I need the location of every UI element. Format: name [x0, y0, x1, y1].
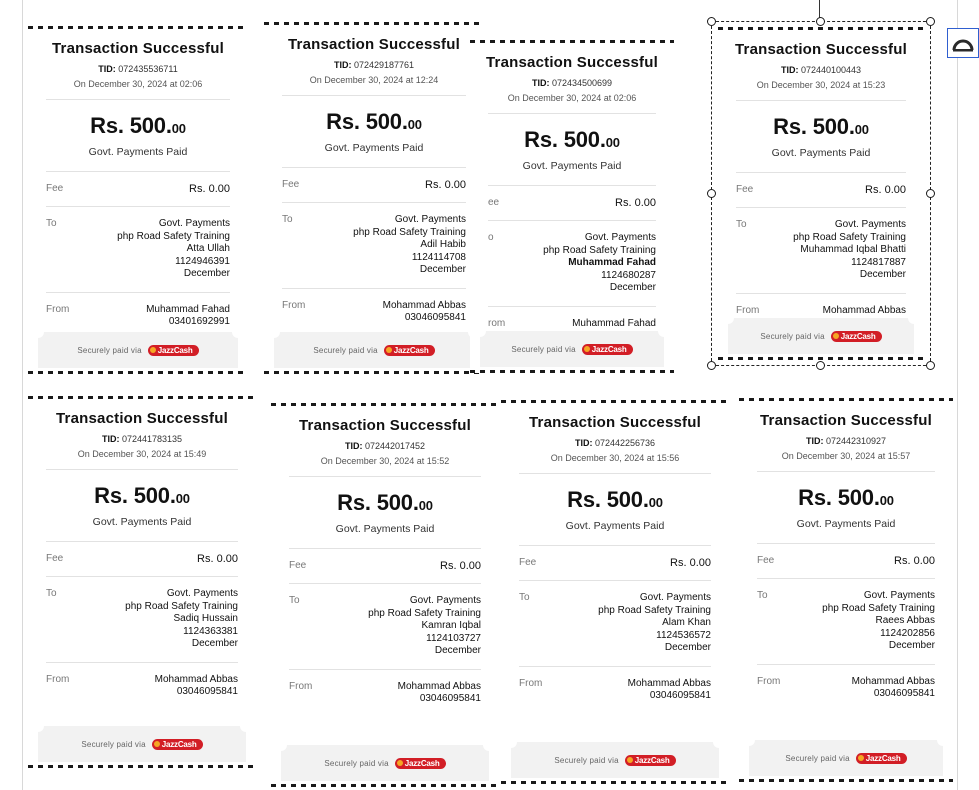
- receipt-amount-cents: 00: [854, 122, 869, 137]
- receipt-footer: [728, 318, 914, 354]
- receipt-tid-value: 072434500699: [551, 78, 613, 88]
- receipt-card[interactable]: [718, 27, 924, 360]
- receipt-fee-row: [486, 186, 658, 220]
- receipt-footer: [38, 332, 238, 368]
- receipt-to-label: To: [736, 219, 747, 230]
- receipt-to-line: Atta Ullah: [186, 243, 230, 254]
- receipt-to-line: php Road Safety Training: [353, 226, 466, 238]
- receipt-tid-label: TID:: [344, 441, 363, 451]
- receipt-date: On December 30, 2024 at 15:56: [550, 453, 680, 463]
- footer-notch-right: [937, 734, 949, 746]
- receipt-fee-value: Rs. 0.00: [440, 560, 481, 572]
- receipt-to-line: Govt. Payments: [394, 214, 466, 225]
- receipt-to-line: December: [664, 642, 711, 653]
- secure-text: Securely paid via: [77, 345, 142, 355]
- footer-notch-left: [474, 325, 486, 337]
- receipt-from-line: 03046095841: [873, 688, 935, 699]
- page-margin-right: [957, 0, 958, 790]
- receipt-from-row: [280, 289, 468, 336]
- receipt-top-edge: [28, 26, 248, 29]
- selection-handle-n[interactable]: [816, 17, 825, 26]
- receipt-to-label: To: [289, 595, 300, 606]
- footer-notch-left: [722, 312, 734, 324]
- receipt-from-label: From: [289, 680, 313, 692]
- receipt-from-line: Mohammad Abbas: [154, 673, 238, 685]
- receipt-amount-main: Rs. 500.: [773, 114, 855, 139]
- receipt-card[interactable]: [264, 22, 484, 374]
- receipt-amount-main: Rs. 500.: [94, 483, 176, 508]
- divider: [46, 99, 230, 100]
- receipt-fee-value: Rs. 0.00: [670, 557, 711, 569]
- receipt-to-line: 1124114708: [411, 251, 466, 263]
- receipt-tid-label: TID:: [333, 60, 352, 70]
- jazzcash-logo: JazzCash: [831, 331, 882, 342]
- receipt-bottom-edge: [718, 357, 924, 360]
- receipt-to-row: [44, 207, 232, 292]
- divider: [736, 100, 906, 101]
- receipt-to-line: Govt. Payments: [834, 219, 906, 230]
- receipt-to-line: Muhammad Fahad: [568, 257, 656, 268]
- receipt-fee-label: Fee: [519, 557, 537, 568]
- footer-notch-left: [743, 734, 755, 746]
- receipt-amount-main: Rs. 500.: [798, 485, 880, 510]
- receipt-tid: [734, 65, 908, 75]
- receipt-to-value: [117, 218, 230, 281]
- receipt-to-value: [598, 592, 711, 655]
- receipt-from-row: [755, 665, 937, 712]
- receipt-card[interactable]: [271, 403, 499, 787]
- receipt-from-label: From: [519, 677, 543, 689]
- receipt-to-line: Raees Abbas: [875, 615, 935, 626]
- receipt-title: Transaction Successful: [760, 412, 932, 429]
- receipt-fee-label: ee: [488, 197, 500, 208]
- receipt-to-line: Muhammad Iqbal Bhatti: [800, 244, 906, 255]
- receipt-top-edge: [739, 398, 953, 401]
- receipt-amount: [755, 485, 937, 511]
- receipt-from-value: [155, 674, 238, 699]
- receipt-to-label: o: [488, 232, 494, 243]
- footer-notch-left: [268, 326, 280, 338]
- receipt-tid: [486, 78, 658, 88]
- receipt-footer: [480, 331, 664, 367]
- receipt-to-line: December: [419, 264, 466, 275]
- receipt-fee-label: Fee: [757, 555, 775, 566]
- receipt-tid: [755, 436, 937, 446]
- footer-notch-left: [275, 739, 287, 751]
- receipt-to-label: To: [519, 592, 530, 603]
- receipt-bottom-edge: [271, 784, 499, 787]
- receipt-date: On December 30, 2024 at 12:24: [309, 75, 439, 85]
- receipt-from-line: Muhammad Fahad: [146, 303, 230, 315]
- receipt-purpose: Govt. Payments Paid: [324, 142, 424, 154]
- receipt-to-line: 1124536572: [656, 629, 711, 641]
- receipt-from-value: [628, 678, 711, 703]
- receipt-title: Transaction Successful: [299, 417, 471, 434]
- receipt-to-line: Govt. Payments: [863, 590, 935, 601]
- receipt-to-line: Govt. Payments: [166, 588, 238, 599]
- receipt-purpose: Govt. Payments Paid: [565, 520, 665, 532]
- receipt-footer: [281, 745, 489, 781]
- receipt-from-label: From: [46, 673, 70, 685]
- receipt-date: On December 30, 2024 at 02:06: [507, 93, 637, 103]
- receipt-card[interactable]: [28, 396, 256, 768]
- receipt-fee-row: [734, 173, 908, 207]
- receipt-to-line: php Road Safety Training: [543, 244, 656, 256]
- receipt-amount-main: Rs. 500.: [337, 490, 419, 515]
- divider: [46, 469, 238, 470]
- receipt-date: On December 30, 2024 at 15:49: [77, 449, 207, 459]
- receipt-bottom-edge: [470, 370, 674, 373]
- receipt-amount-cents: 00: [171, 121, 186, 136]
- jazzcash-logo: JazzCash: [625, 755, 676, 766]
- selection-handle-w[interactable]: [707, 189, 716, 198]
- receipt-fee-value: Rs. 0.00: [425, 179, 466, 191]
- receipt-fee-row: [755, 544, 937, 578]
- receipt-from-line: Mohammad Abbas: [627, 677, 711, 689]
- receipt-purpose: Govt. Payments Paid: [522, 160, 622, 172]
- receipt-purpose: Govt. Payments Paid: [771, 147, 871, 159]
- receipt-to-line: 1124946391: [175, 255, 230, 267]
- receipt-to-line: Kamran Iqbal: [421, 620, 481, 631]
- receipt-fee-label: Fee: [289, 560, 307, 571]
- jazzcash-logo: JazzCash: [152, 739, 203, 750]
- footer-notch-right: [658, 325, 670, 337]
- receipt-from-line: Mohammad Abbas: [851, 675, 935, 687]
- receipt-tid: [517, 438, 713, 448]
- divider: [289, 476, 481, 477]
- receipt-fee-value: Rs. 0.00: [197, 553, 238, 565]
- receipt-fee-row: [44, 542, 240, 576]
- receipt-amount-main: Rs. 500.: [524, 127, 606, 152]
- footer-notch-right: [483, 739, 495, 751]
- receipt-from-row: [287, 670, 483, 717]
- receipt-to-line: December: [609, 282, 656, 293]
- receipt-bottom-edge: [501, 781, 729, 784]
- selection-handle-nw[interactable]: [707, 17, 716, 26]
- receipt-to-row: [44, 577, 240, 662]
- receipt-fee-label: Fee: [736, 184, 754, 195]
- receipt-from-label: From: [282, 299, 306, 311]
- receipt-from-line: Mohammad Abbas: [382, 299, 466, 311]
- receipt-amount-cents: 00: [175, 491, 190, 506]
- receipt-from-line: Mohammad Abbas: [397, 680, 481, 692]
- receipt-amount: [517, 487, 713, 513]
- receipt-to-line: 1124202856: [880, 627, 935, 639]
- divider: [519, 473, 711, 474]
- footer-notch-right: [232, 326, 244, 338]
- receipt-to-line: Adil Habib: [420, 239, 466, 250]
- receipt-card[interactable]: [501, 400, 729, 784]
- receipt-amount-cents: 00: [648, 495, 663, 510]
- footer-notch-left: [505, 736, 517, 748]
- footer-notch-right: [713, 736, 725, 748]
- receipt-purpose: Govt. Payments Paid: [335, 523, 435, 535]
- receipt-tid: [44, 64, 232, 74]
- jazzcash-logo: JazzCash: [582, 344, 633, 355]
- receipt-to-value: [353, 214, 466, 277]
- receipt-top-edge: [718, 27, 924, 30]
- receipt-from-line: 03046095841: [419, 693, 481, 704]
- receipt-to-row: [734, 208, 908, 293]
- receipt-tid: [280, 60, 468, 70]
- receipt-to-row: [755, 579, 937, 664]
- receipt-amount-cents: 00: [605, 135, 620, 150]
- selection-handle-sw[interactable]: [707, 361, 716, 370]
- receipt-from-label: rom: [488, 317, 506, 329]
- receipt-to-label: To: [282, 214, 293, 225]
- receipt-to-line: Govt. Payments: [409, 595, 481, 606]
- receipt-to-line: Govt. Payments: [639, 592, 711, 603]
- receipt-to-line: Sadiq Hussain: [173, 613, 238, 624]
- secure-text: Securely paid via: [81, 739, 146, 749]
- receipt-to-value: [125, 588, 238, 651]
- secure-text: Securely paid via: [511, 344, 576, 354]
- receipt-from-value: [383, 300, 466, 325]
- receipt-from-value: [398, 681, 481, 706]
- receipt-from-label: From: [46, 303, 70, 315]
- receipt-date: On December 30, 2024 at 15:23: [756, 80, 886, 90]
- receipt-to-line: December: [183, 268, 230, 279]
- receipt-purpose: Govt. Payments Paid: [796, 518, 896, 530]
- receipt-amount-cents: 00: [407, 117, 422, 132]
- receipt-from-label: From: [736, 304, 760, 316]
- receipt-from-row: [517, 667, 713, 714]
- receipt-tid-label: TID:: [101, 434, 120, 444]
- receipt-to-row: [486, 221, 658, 306]
- receipt-top-edge: [28, 396, 256, 399]
- receipt-purpose: Govt. Payments Paid: [88, 146, 188, 158]
- receipt-tid-value: 072442310927: [825, 436, 887, 446]
- receipt-to-value: [543, 232, 656, 295]
- receipt-footer: [274, 332, 474, 368]
- receipt-amount: [44, 483, 240, 509]
- receipt-from-line: 03046095841: [649, 690, 711, 701]
- receipt-to-line: December: [434, 645, 481, 656]
- receipt-amount-main: Rs. 500.: [90, 113, 172, 138]
- receipt-to-line: Govt. Payments: [158, 218, 230, 229]
- receipt-fee-value: Rs. 0.00: [615, 197, 656, 209]
- receipt-from-line: Muhammad Fahad: [572, 317, 656, 329]
- receipt-top-edge: [470, 40, 674, 43]
- receipt-fee-row: [517, 546, 713, 580]
- divider: [488, 113, 656, 114]
- receipt-fee-value: Rs. 0.00: [189, 183, 230, 195]
- receipt-purpose: Govt. Payments Paid: [92, 516, 192, 528]
- receipt-to-line: php Road Safety Training: [125, 600, 238, 612]
- receipt-to-value: [822, 590, 935, 653]
- receipt-fee-row: [44, 172, 232, 206]
- receipt-tid-value: 072440100443: [800, 65, 862, 75]
- receipt-tid-value: 072442256736: [594, 438, 656, 448]
- receipt-to-line: 1124103727: [426, 632, 481, 644]
- receipt-amount: [734, 114, 908, 140]
- footer-notch-left: [32, 720, 44, 732]
- receipt-amount-cents: 00: [879, 493, 894, 508]
- divider: [757, 471, 935, 472]
- receipt-from-line: 03046095841: [404, 312, 466, 323]
- receipt-top-edge: [271, 403, 499, 406]
- receipt-title: Transaction Successful: [288, 36, 460, 53]
- jazzcash-logo: JazzCash: [148, 345, 199, 356]
- receipt-to-line: December: [191, 638, 238, 649]
- jazzcash-logo: JazzCash: [856, 753, 907, 764]
- receipt-fee-row: [280, 168, 468, 202]
- receipt-date: On December 30, 2024 at 15:57: [781, 451, 911, 461]
- secure-text: Securely paid via: [554, 755, 619, 765]
- receipt-tid-label: TID:: [98, 64, 116, 74]
- receipt-amount: [280, 109, 468, 135]
- receipt-from-value: [146, 304, 230, 329]
- receipt-footer: [749, 740, 943, 776]
- receipt-to-line: php Road Safety Training: [117, 230, 230, 242]
- receipt-to-line: 1124680287: [601, 269, 656, 281]
- receipt-to-label: To: [46, 588, 57, 599]
- selection-handle-se[interactable]: [926, 361, 935, 370]
- receipt-amount-main: Rs. 500.: [326, 109, 408, 134]
- receipt-to-row: [280, 203, 468, 288]
- receipt-tid-value: 072429187761: [353, 60, 415, 70]
- receipt-title: Transaction Successful: [529, 414, 701, 431]
- receipt-tid-label: TID:: [574, 438, 593, 448]
- receipt-footer: [38, 726, 246, 762]
- secure-text: Securely paid via: [324, 758, 389, 768]
- receipt-tid-value: 072441783135: [121, 434, 183, 444]
- page-margin-left: [22, 0, 23, 790]
- receipt-to-line: php Road Safety Training: [822, 602, 935, 614]
- receipt-tid-label: TID:: [805, 436, 824, 446]
- receipt-from-line: 03401692991: [168, 316, 230, 327]
- selection-handle-e[interactable]: [926, 189, 935, 198]
- footer-notch-right: [240, 720, 252, 732]
- receipt-to-line: 1124817887: [851, 256, 906, 268]
- receipt-tid-label: TID:: [780, 65, 799, 75]
- receipt-bottom-edge: [264, 371, 484, 374]
- receipt-tid-label: TID:: [531, 78, 550, 88]
- receipt-card[interactable]: [739, 398, 953, 782]
- receipt-card[interactable]: [28, 26, 248, 374]
- receipt-to-line: php Road Safety Training: [793, 231, 906, 243]
- receipt-fee-value: Rs. 0.00: [894, 555, 935, 567]
- receipt-top-edge: [501, 400, 729, 403]
- receipt-to-line: December: [859, 269, 906, 280]
- receipt-bottom-edge: [28, 371, 248, 374]
- receipt-to-line: December: [888, 640, 935, 651]
- receipt-top-edge: [264, 22, 484, 25]
- receipt-from-label: From: [757, 675, 781, 687]
- secure-text: Securely paid via: [313, 345, 378, 355]
- receipt-fee-value: Rs. 0.00: [865, 184, 906, 196]
- receipt-amount-main: Rs. 500.: [567, 487, 649, 512]
- receipt-to-line: php Road Safety Training: [368, 607, 481, 619]
- receipt-to-value: [793, 219, 906, 282]
- receipt-date: On December 30, 2024 at 15:52: [320, 456, 450, 466]
- footer-notch-left: [32, 326, 44, 338]
- receipt-tid-value: 072442017452: [364, 441, 426, 451]
- receipt-to-line: Govt. Payments: [584, 232, 656, 243]
- receipt-amount: [486, 127, 658, 153]
- receipt-title: Transaction Successful: [56, 410, 228, 427]
- divider: [282, 95, 466, 96]
- receipt-card[interactable]: [470, 40, 674, 373]
- receipt-fee-label: Fee: [46, 183, 64, 194]
- selection-handle-s[interactable]: [816, 361, 825, 370]
- receipt-to-line: Alam Khan: [662, 617, 711, 628]
- receipt-tid: [287, 441, 483, 451]
- receipt-fee-label: Fee: [46, 553, 64, 564]
- receipt-amount-cents: 00: [418, 498, 433, 513]
- receipt-tid: [44, 434, 240, 444]
- receipt-from-value: [852, 676, 935, 701]
- receipt-bottom-edge: [28, 765, 256, 768]
- receipt-amount: [44, 113, 232, 139]
- receipt-to-row: [287, 584, 483, 669]
- jazzcash-logo: JazzCash: [395, 758, 446, 769]
- receipt-to-row: [517, 581, 713, 666]
- receipt-title: Transaction Successful: [486, 54, 658, 71]
- receipt-tid-value: 072435536711: [118, 64, 178, 74]
- receipt-to-value: [368, 595, 481, 658]
- receipt-bottom-edge: [739, 779, 953, 782]
- footer-notch-right: [908, 312, 920, 324]
- receipt-from-line: 03046095841: [176, 686, 238, 697]
- crop-tool-icon[interactable]: [947, 28, 979, 58]
- receipt-title: Transaction Successful: [52, 40, 224, 57]
- receipt-from-row: [44, 663, 240, 710]
- receipt-to-line: php Road Safety Training: [598, 604, 711, 616]
- receipt-fee-row: [287, 549, 483, 583]
- receipt-to-label: To: [757, 590, 768, 601]
- receipt-amount: [287, 490, 483, 516]
- selection-handle-ne[interactable]: [926, 17, 935, 26]
- secure-text: Securely paid via: [760, 331, 825, 341]
- receipt-date: On December 30, 2024 at 02:06: [73, 79, 203, 89]
- receipt-title: Transaction Successful: [735, 41, 907, 58]
- receipt-to-line: 1124363381: [183, 625, 238, 637]
- receipt-fee-label: Fee: [282, 179, 300, 190]
- receipt-from-line: Mohammad Abbas: [822, 304, 906, 316]
- secure-text: Securely paid via: [785, 753, 850, 763]
- jazzcash-logo: JazzCash: [384, 345, 435, 356]
- receipt-to-label: To: [46, 218, 57, 229]
- receipt-footer: [511, 742, 719, 778]
